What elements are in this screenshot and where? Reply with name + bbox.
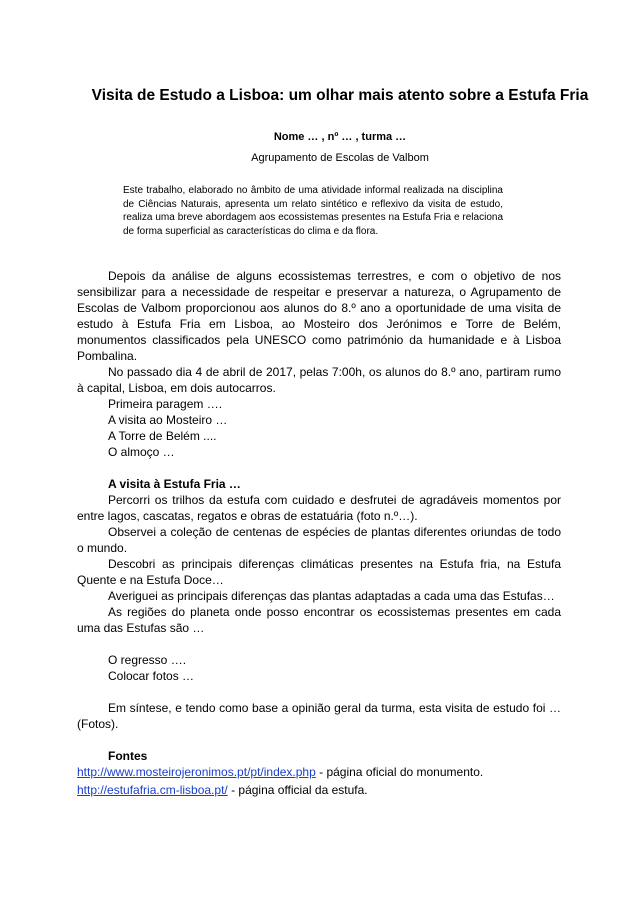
- sources-heading: Fontes: [108, 749, 148, 763]
- spacer: [77, 636, 561, 652]
- source-link[interactable]: http://www.mosteirojeronimos.pt/pt/index.php: [77, 765, 316, 779]
- source-description: - página official da estufa.: [227, 783, 368, 797]
- spacer: [77, 732, 561, 748]
- itinerary-item: A Torre de Belém ....: [108, 429, 217, 443]
- source-link[interactable]: http://estufafria.cm-lisboa.pt/: [77, 783, 228, 797]
- document-title: Visita de Estudo a Lisboa: um olhar mais atento sobre a Estufa Fria: [91, 87, 589, 104]
- spacer: [77, 460, 561, 476]
- intro-paragraph-1: Depois da análise de alguns ecossistemas terrestres, e com o objetivo de nos sensibilizar para a necessidade de respeitar e preservar a natureza, o Agrupamento de Escolas de Valbom proporcionou aos alunos do 8.º ano a oportunidade de uma visita de estudo à Estufa Fria em Lisboa, ao Mosteiro dos Jerónimos e Torre de Belém, monumentos classificados pela UNESCO como património da humanidade e à Lisboa Pombalina.: [77, 269, 561, 363]
- affiliation: Agrupamento de Escolas de Valbom: [251, 152, 429, 164]
- itinerary-item: A visita ao Mosteiro …: [108, 413, 228, 427]
- source-item: [77, 764, 561, 780]
- estufa-paragraph: Observei a coleção de centenas de espécies de plantas diferentes oriundas de todo o mundo.: [77, 525, 561, 555]
- return-item: O regresso ….: [108, 653, 187, 667]
- estufa-paragraph: Descobri as principais diferenças climáticas presentes na Estufa fria, na Estufa Quente e na Estufa Doce…: [77, 557, 561, 587]
- spacer: [77, 684, 561, 700]
- conclusion-paragraph: Em síntese, e tendo como base a opinião geral da turma, esta visita de estudo foi …(Fotos).: [77, 701, 561, 731]
- source-item: [77, 782, 561, 798]
- itinerary-item: Primeira paragem ….: [108, 397, 223, 411]
- estufa-paragraph: Percorri os trilhos da estufa com cuidado e desfrutei de agradáveis momentos por entre lagos, cascatas, regatos e obras de estatuária (foto n.º…).: [77, 493, 561, 523]
- intro-paragraph-2: No passado dia 4 de abril de 2017, pelas 7:00h, os alunos do 8.º ano, partiram rumo à capital, Lisboa, em dois autocarros.: [77, 365, 561, 395]
- estufa-paragraph: Averiguei as principais diferenças das plantas adaptadas a cada uma das Estufas…: [108, 589, 555, 603]
- document-body: [77, 268, 561, 798]
- abstract: Este trabalho, elaborado no âmbito de uma atividade informal realizada na disciplina de Ciências Naturais, apresenta um relato sintético e reflexivo da visita de estudo, realiza uma breve abordagem aos ecossistemas presentes na Estufa Fria e relaciona de forma superficial as características do clima e da flora.: [123, 185, 503, 237]
- source-description: - página oficial do monumento.: [315, 765, 484, 779]
- return-item: Colocar fotos …: [108, 669, 195, 683]
- section-heading-estufa: A visita à Estufa Fria …: [108, 477, 241, 491]
- estufa-paragraph: As regiões do planeta onde posso encontrar os ecossistemas presentes em cada uma das Estufas são …: [77, 605, 561, 635]
- author-line: Nome … , nº … , turma …: [273, 131, 407, 143]
- itinerary-item: O almoço …: [108, 445, 175, 459]
